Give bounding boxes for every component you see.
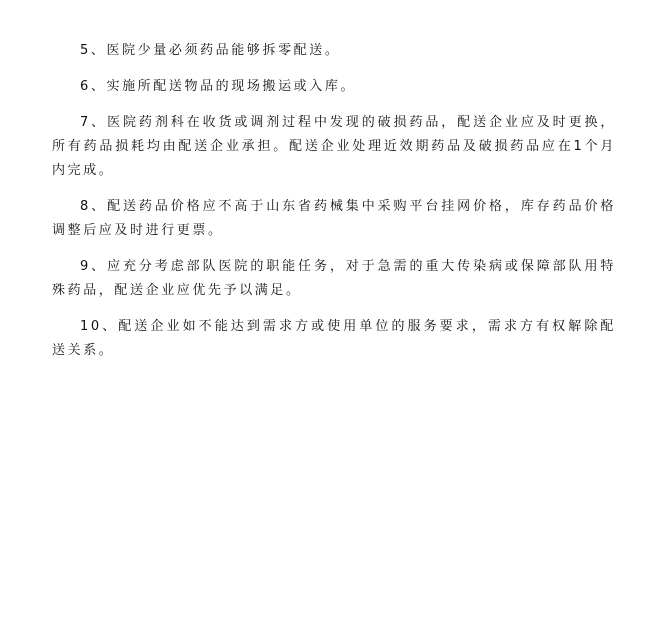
paragraph-7: 7、医院药剂科在收货或调剂过程中发现的破损药品，配送企业应及时更换，所有药品损耗均由配送企业承担。配送企业处理近效期药品及破损药品应在1个月内完成。: [52, 115, 616, 178]
paragraph-9: 9、应充分考虑部队医院的职能任务，对于急需的重大传染病或保障部队用特殊药品，配送企业应优先予以满足。: [52, 259, 616, 298]
paragraph-6: 6、实施所配送物品的现场搬运或入库。: [80, 79, 357, 94]
document-body: [52, 39, 616, 375]
paragraph-8: 8、配送药品价格应不高于山东省药械集中采购平台挂网价格，库存药品价格调整后应及时进行更票。: [52, 199, 616, 238]
paragraph-5: 5、医院少量必须药品能够拆零配送。: [80, 43, 341, 58]
paragraph-10: 10、配送企业如不能达到需求方或使用单位的服务要求，需求方有权解除配送关系。: [52, 319, 616, 358]
